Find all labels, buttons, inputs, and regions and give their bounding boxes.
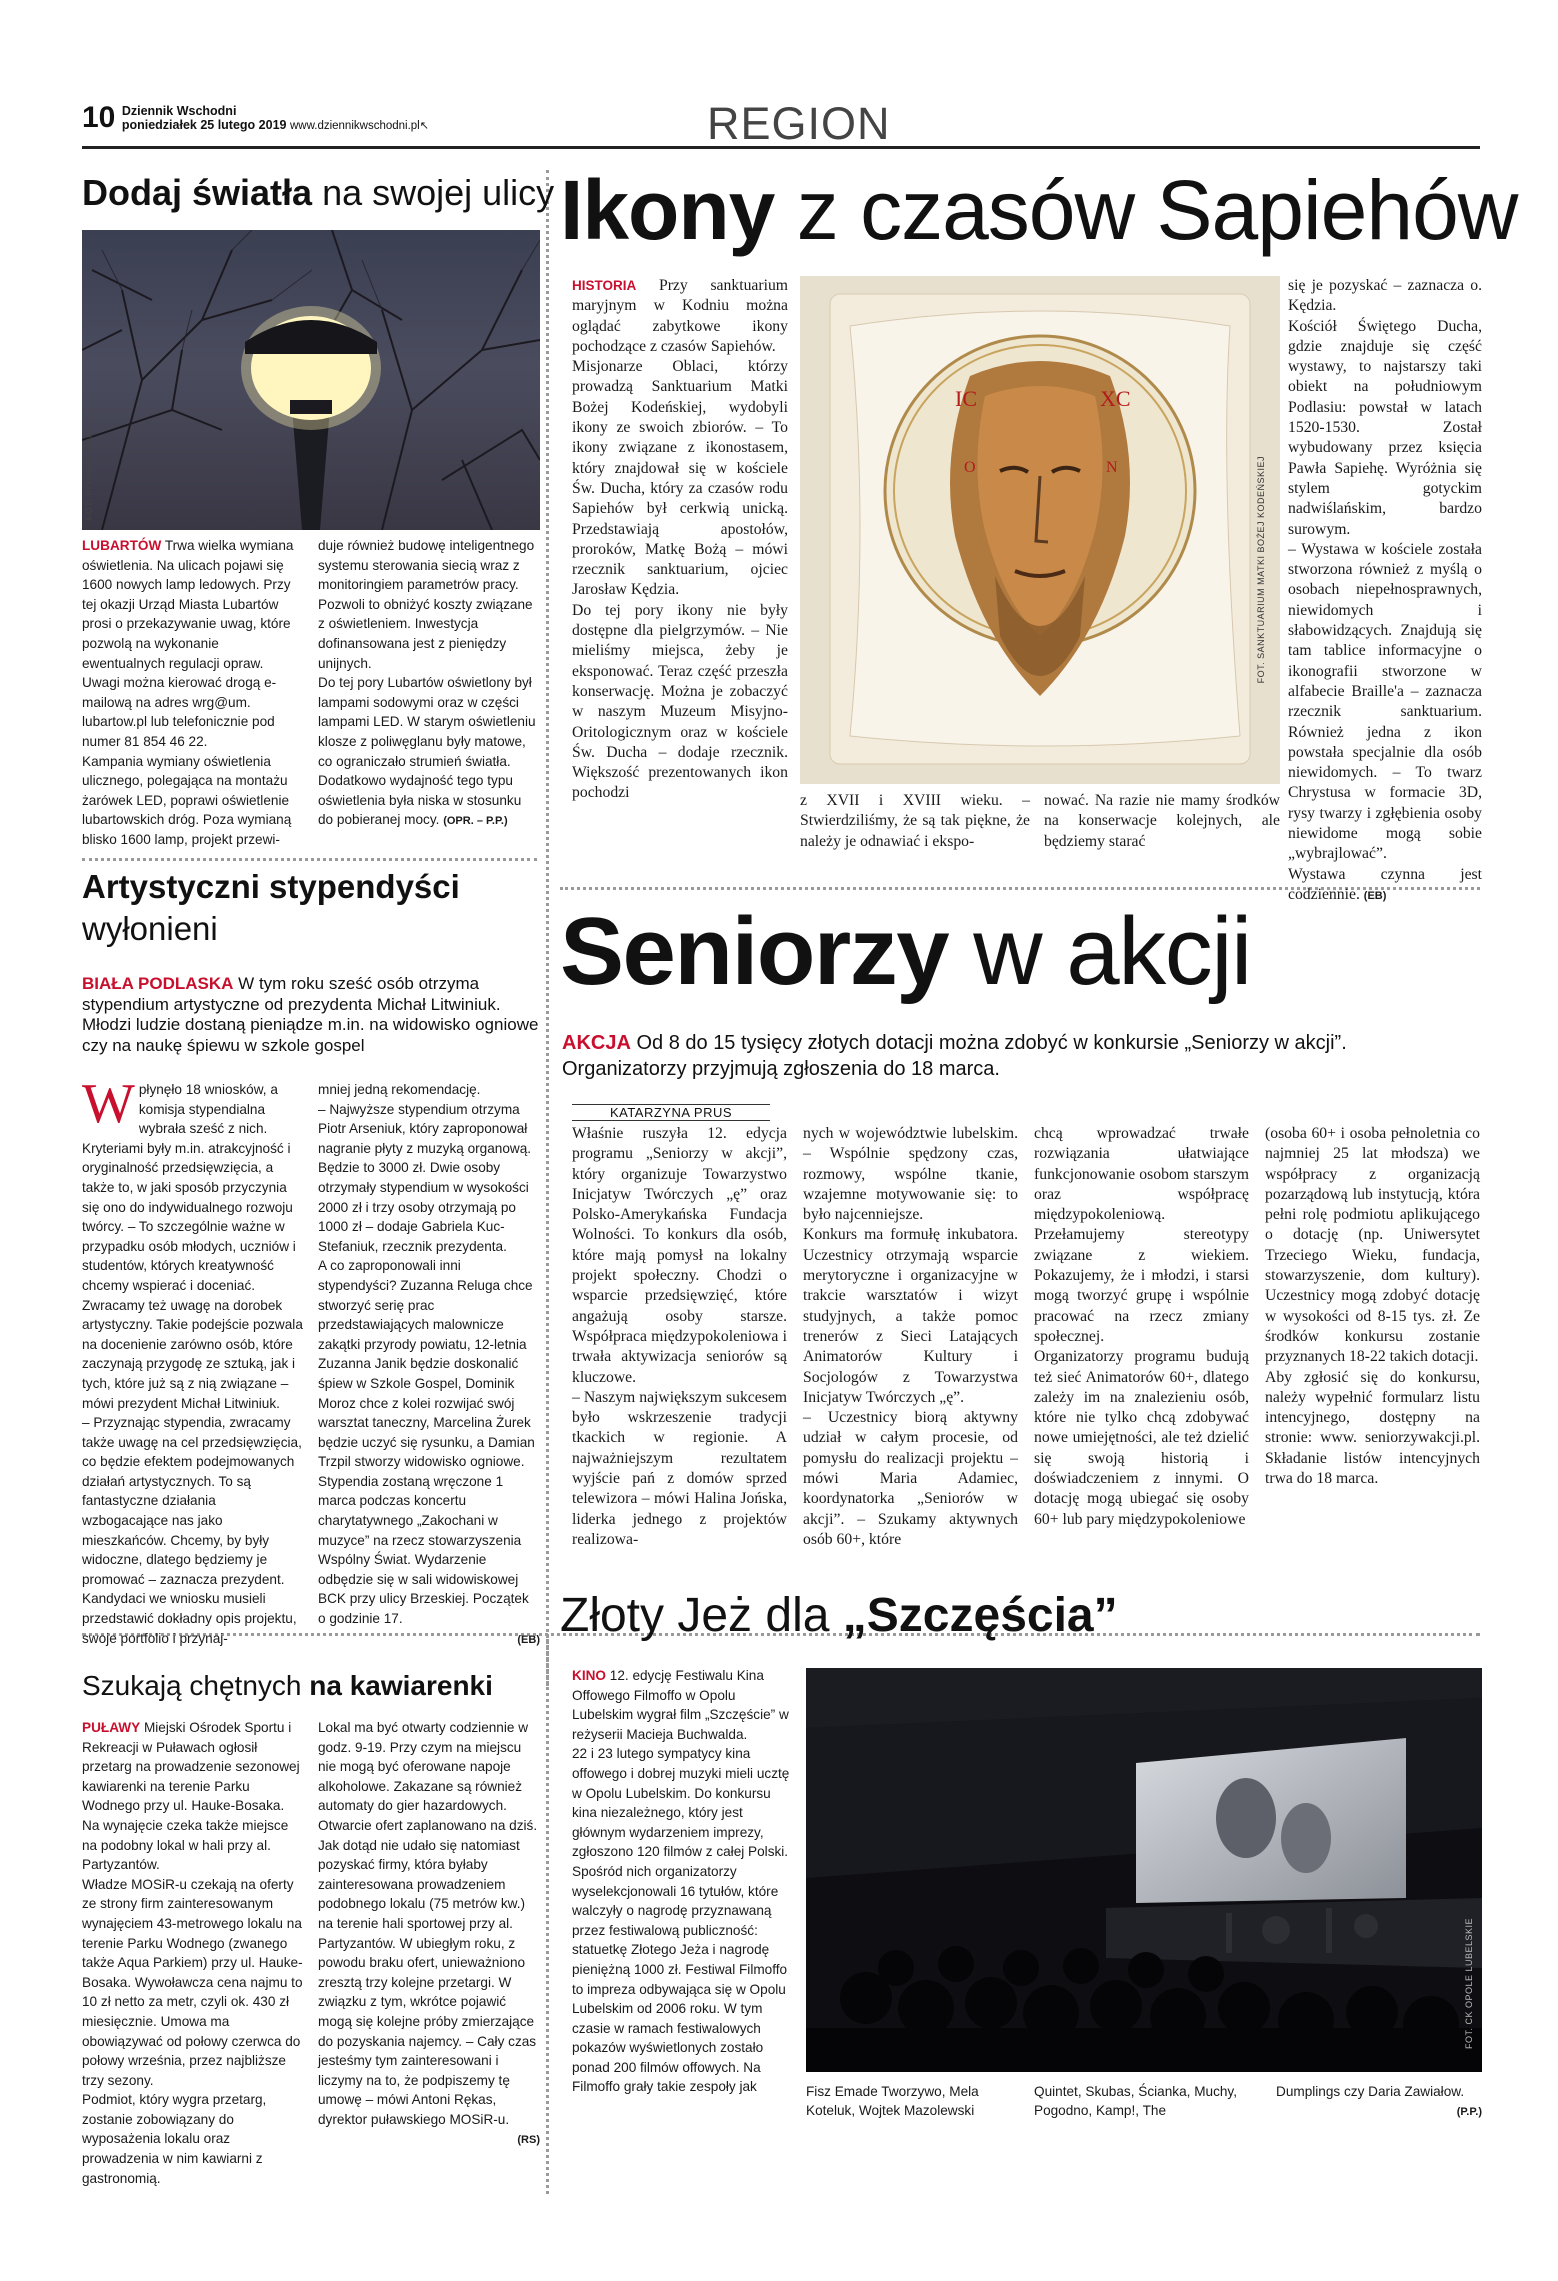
- paragraph: Miejski Ośrodek Sportu i Rekreacji w Puławach ogłosił przetarg na prowadzenie sezonowej kawiarenki na terenie Parku Wodnego przy ul. Hauke-Bosaka. Na wynajęcie czeka także miejsce na podobny lokal w hali przy al. Partyzantów. Władze MOSiR-u czekają na oferty ze strony firm zainteresowanym wynajęciem 43-metrowego lokalu na terenie Parku Wodnego (zwanego także Aqua Parkiem) przy ul. Hauke-Bosaka. Wywoławcza cena najmu to 10 zł netto za metr, czyli ok. 430 zł miesięcznie. Umowa ma obowiązywać od połowy czerwca do połowy września, przez najbliższe trzy sezony. Podmiot, który wygra przetarg, zostanie zobowiązany do wyposażenia lokalu oraz prowadzenia w nim kawiarni z gastronomią.: [82, 1720, 303, 2186]
- headline-rest: Złoty Jeż dla: [560, 1589, 843, 1642]
- headline-rest: na swojej ulicy: [312, 172, 555, 213]
- kicker: PUŁAWY: [82, 1720, 141, 1735]
- icon-photo: [800, 276, 1280, 784]
- paragraph: Właśnie ruszyła 12. edycja programu „Seniorzy w akcji”, który organizuje Towarzystwo Inicjatyw Twórczych „ę” oraz Polsko-Amerykańska Fundacja Wolności. To konkurs dla osób, które mają pomysł na lokalny projekt społeczny. Chodzi o wsparcie przedsięwzięć, które angażują osoby starsze. Współpraca międzypokoleniowa i trwała aktywizacja seniorów są kluczowe. – Naszym największym sukcesem było wskrzeszenie tradycji tkackich w regionie. A najważniejszym rezultatem wyjście pań z domów sprzed telewizora – mówi Halina Jońska, liderka jednego z projektów realizowa-: [572, 1125, 787, 1548]
- paragraph: chcą wprowadzać trwałe rozwiązania ułatwiające funkcjonowanie osobom starszym oraz współpracę międzypokoleniową. Przełamujemy stereotypy związane z wiekiem. Pokazujemy, że i młodzi, i starsi mogą tworzyć grupę i wspólnie pracować na rzecz zmiany społecznej. Organizatorzy programu budują też sieć Animatorów 60+, dlatego zależy im na znalezieniu osób, które nie tylko chcą zdobywać nowe umiejętności, ale też dzielić się swoją historią i doświadczeniem z innymi. O dotację mogą ubiegać się osoby 60+ lub pary międzypokoleniowe: [1034, 1125, 1249, 1528]
- scholars-lead: [82, 974, 540, 1056]
- text-column: [572, 1124, 787, 1550]
- paragraph: mniej jedną rekomendację. – Najwyższe stypendium otrzyma Piotr Arseniuk, który zaproponował nagranie płyty z muzyką organową. Będzie to 3000 zł. Dwie osoby otrzymały stypendium w wysokości 2000 zł i trzy osoby otrzymają po 1000 zł – dodaje Gabriela Kuc-Stefaniuk, rzecznik prezydenta. A co zaproponowali inni stypendyści? Zuzanna Reluga chce stworzyć serię prac przedstawiających malownicze zakątki przyrody powiatu, 12-letnia Zuzanna Janik będzie doskonalić śpiew w Szkole Gospel, Dominik Moroz chce z kolei rozwijać swój warsztat taneczny, Marcelina Żurek będzie uczyć się rysunku, a Damian Trzpil stworzy widowisko ogniowe. Stypendia zostaną wręczone 1 marca podczas koncertu charytatywnego „Zakochani w muzyce” na rzecz stowarzyszenia Wspólny Świat. Wydarzenie odbędzie się w sali widowiskowej BCK przy ulicy Brzeskiej. Początek o godzinie 17.: [318, 1082, 535, 1627]
- svg-text:XC: XC: [1100, 386, 1131, 411]
- headline-bold: na kawiarenki: [309, 1670, 493, 1701]
- street-lamp-photo: [82, 230, 540, 530]
- column-separator: [546, 1634, 549, 2194]
- icons-under-photo-a: z XVII i XVIII wieku. – Stwierdziliśmy, że są tak piękne, że należy je odnawiać i ekspo-: [800, 792, 1030, 850]
- paragraph: Przy sanktuarium maryjnym w Kodniu można oglądać zabytkowe ikony pochodzące z czasów Sapiehów. Misjonarze Oblaci, którzy prowadzą Sanktuarium Matki Bożej Kodeńskiej, wydobyli ikony ze swoich zbiorów. – To ikony związane z ikonostasem, który znajdował się w kościele Św. Ducha, który za czasów rodu Sapiehów był cerkwią unicką. Przedstawiają apostołów, proroków, Matkę Bożą – mówi rzecznik sanktuarium, ojciec Jarosław Kędzia. Do tej pory ikony nie były dostępne dla pielgrzymów. – Nie mieliśmy miejsca, żeby je eksponować. Teraz część przeszła konserwację. Można je zobaczyć w naszym Muzeum Misyjno-Oritologicznym oraz w kościele Św. Ducha – dodaje rzecznik. Większość prezentowanych ikon pochodzi: [572, 277, 788, 802]
- svg-text:N: N: [1106, 459, 1118, 476]
- seniors-body: [572, 1124, 1480, 1550]
- text-column: [1034, 1124, 1249, 1550]
- signature: (EB): [1363, 889, 1387, 902]
- lead-text: Od 8 do 15 tysięcy złotych dotacji można zdobyć w konkursie „Seniorzy w akcji”. Organizatorzy przyjmują zgłoszenia do 18 marca.: [562, 1032, 1347, 1080]
- photo-credit: FOT. SANKTUARIUM MATKI BOŻEJ KODEŃSKIEJ: [1256, 456, 1266, 684]
- paragraph: Trwa wielka wymiana oświetlenia. Na ulicach pojawi się 1600 nowych lamp ledowych. Przy tej okazji Urząd Miasta Lubartów prosi o przekazywanie uwag, które pozwolą na wykonanie ewentualnych regulacji opraw. Uwagi można kierować drogą e-mailową na adres wrg@um. lubartow.pl lub telefonicznie pod numer 81 854 46 22. Kampania wymiany oświetlenia ulicznego, polegająca na montażu żarówek LED, poprawi oświetlenie lubartowskich dróg. Poza wymianą blisko 1600 lamp, projekt przewi-: [82, 538, 294, 847]
- text-column: [1265, 1124, 1480, 1550]
- photo-caption-1: Fisz Emade Tworzywo, Mela Koteluk, Wojtek Mazolewski: [806, 2084, 979, 2118]
- street-lamp-illustration: [82, 230, 540, 530]
- svg-text:IC: IC: [955, 386, 977, 411]
- text-column: [82, 536, 304, 850]
- paragraph: płynęło 18 wniosków, a komisja stypendialna wybrała sześć z nich. Kryteriami były m.in. atrakcyjność i oryginalność przedsięwzięcia, a także to, w jaki sposób przyczynia się ono do indywidualnego rozwoju twórcy. – To szczególnie ważne w przypadku osób młodych, uczniów i studentów, których kreatywność chcemy wspierać i doceniać. Zwracamy też uwagę na dorobek artystyczny. Takie podejście pozwala na docenienie zarówno osób, które zaczynają przygodę ze sztuką, jak i tych, które już są z nią związane – mówi prezydent Michał Litwiniuk. – Przyznając stypendia, zwracamy także uwagę na cel przedsięwzięcia, co będzie efektem podejmowanych działań artystycznych. To są fantastyczne działania wzbogacające nas jako mieszkańców. Chcemy, by były widoczne, dlatego będziemy je promować – zaznacza prezydent. Kandydaci we wniosku musieli przedstawić dokładny opis projektu, swoje portfolio i przynaj-: [82, 1082, 303, 1646]
- paragraph: (osoba 60+ i osoba pełnoletnia co najmniej 25 lat młodsza) we współpracy z organizacją pozarządową lub instytucją, która pełni rolę podmiotu aplikującego o dotację (np. Uniwersytet Trzeciego Wieku, fundacja, stowarzyszenie, dom kultury). Uczestnicy mogą zdobyć dotację w wysokości od 8-15 tys. zł. Ze środków konkursu zostanie przyznanych 18-22 takich dotacji. Aby zgłosić się do konkursu, należy wypełnić formularz listu intencyjnego, dostępny na stronie: www. seniorzywakcji.pl. Składanie listów intencyjnych trwa do 18 marca.: [1265, 1125, 1480, 1488]
- cafe-headline: [82, 1668, 540, 1704]
- cinema-illustration: [806, 1668, 1482, 2072]
- text-column: [803, 1124, 1018, 1550]
- icons-under-photo-b: nować. Na razie nie mamy środków na konserwacje kolejnych, ale będziemy starać: [1044, 792, 1280, 850]
- paragraph: 12. edycję Festiwalu Kina Offowego Filmoffo w Opolu Lubelskim wygrał film „Szczęście” w reżyserii Macieja Buchwalda. 22 i 23 lutego sympatycy kina offowego i dobrej muzyki mieli ucztę w Opolu Lubelskim. Do konkursu kina niezależnego, który jest głównym wydarzeniem imprezy, zgłoszono 120 filmów z całej Polski. Spośród nich organizatorzy wyselekcjonowali 16 tytułów, które walczyły o nagrodę przyznawaną przez festiwalową publiczność: statuetkę Złotego Jeża i nagrodę pieniężną 1000 zł. Festiwal Filmoffo to impreza odbywająca się w Opolu Lubelskim od 2006 roku. W tym czasie w ramach festiwalowych pokazów wyświetlonych zostało ponad 200 filmów offowych. Na Filmoffo grały takie zespoły jak: [572, 1668, 790, 2095]
- kicker: HISTORIA: [572, 278, 637, 293]
- cinema-photo: [806, 1668, 1482, 2072]
- photo-credit: FOT. PIXABAY.COM: [84, 430, 94, 521]
- page-header: [82, 101, 429, 134]
- page-number: 10: [82, 101, 116, 134]
- signature: (RS): [517, 2134, 540, 2147]
- icons-column-3: [1288, 276, 1482, 906]
- headline-bold: Dodaj światła: [82, 172, 313, 213]
- kicker: AKCJA: [562, 1032, 631, 1054]
- seniors-headline: [560, 896, 1490, 1008]
- column-separator: [546, 170, 549, 1686]
- signature: (OPR. – P.P.): [443, 815, 508, 828]
- lights-headline: [82, 172, 555, 214]
- headline-rest: w akcji: [948, 898, 1251, 1005]
- paragraph: nych w województwie lubelskim. – Wspólnie spędzony czas, rozmowy, wspólne tkanie, wzajemne motywowanie się: to było najcenniejsze. Konkurs ma formułę inkubatora. Uczestnicy otrzymają wsparcie merytoryczne i organizacyjne w trakcie warsztatów i wizyt studyjnych, a także pomoc trenerów z Sieci Latających Animatorów Kultury i Socjologów z Towarzystwa Inicjatyw Twórczych „ę”. – Uczestnicy biorą aktywny udział w całym procesie, od pomysłu do realizacji projektu – mówi Maria Adamiec, koordynatorka „Seniorów w akcji”. – Szukamy aktywnych osób 60+, które: [803, 1125, 1018, 1548]
- hedgehog-body: [572, 1666, 796, 2097]
- text-column: [82, 1073, 304, 1650]
- lead-text: W tym roku sześć osób otrzyma stypendium artystyczne od prezydenta Michał Litwiniuk. Młodzi ludzie dostaną pieniądze m.in. na widowisko ogniowe czy na naukę śpiewu w szkole gospel: [82, 974, 539, 1055]
- kicker: BIAŁA PODLASKA: [82, 974, 234, 993]
- kicker: KINO: [572, 1668, 606, 1683]
- signature: (EB): [517, 1633, 540, 1646]
- text-column: [318, 536, 540, 850]
- cursor-icon: ↖: [419, 120, 429, 132]
- headline-bold: Ikony: [560, 163, 775, 257]
- icons-column-1: [572, 276, 788, 804]
- paragraph: Lokal ma być otwarty codziennie w godz. 9-19. Przy czym na miejscu nie mogą być oferowane napoje alkoholowe. Zakazane są również automaty do gier hazardowych. Otwarcie ofert zaplanowano na dziś. Jak dotąd nie udało się natomiast pozyskać firmy, która byłaby zainteresowana prowadzeniem podobnego lokalu (75 metrów kw.) na terenie hali sportowej przy al. Partyzantów. W ubiegłym roku, z powodu braku ofert, unieważniono zresztą trzy kolejne przetargi. W związku z tym, wkrótce pojawić mogą się kolejne próby zmierzające do pozyskania najemcy. – Cały czas jesteśmy tym zainteresowani i liczymy na to, że podpiszemy tę umowę – mówi Antoni Rękas, dyrektor puławskiego MOSiR-u.: [318, 1720, 538, 2127]
- header-rule: [82, 146, 1480, 149]
- photo-credit: FOT. CK OPOLE LUBELSKIE: [1464, 1918, 1474, 2050]
- photo-caption-3: [1276, 2082, 1482, 2122]
- scholars-headline: [82, 866, 540, 950]
- headline-bold: Seniorzy: [560, 898, 949, 1005]
- section-separator: [82, 858, 537, 861]
- headline-bold: „Szczęścia”: [842, 1589, 1118, 1642]
- drop-cap: W: [82, 1073, 135, 1135]
- text-column: [318, 1718, 540, 2188]
- seniors-lead: [562, 1030, 1472, 1082]
- icons-headline: [560, 160, 1518, 260]
- headline-line-2: wyłonieni: [82, 910, 218, 947]
- issue-date: poniedziałek 25 lutego 2019: [121, 118, 287, 132]
- cafe-body: [82, 1718, 540, 2188]
- signature: (P.P.): [1456, 2106, 1482, 2118]
- svg-text:O: O: [964, 459, 976, 476]
- text-column: [82, 1718, 304, 2188]
- site-link[interactable]: www.dziennikwschodni.pl: [289, 120, 420, 132]
- headline-rest: z czasów Sapiehów: [774, 163, 1518, 257]
- caption-text: Dumplings czy Daria Zawiałow.: [1276, 2084, 1465, 2099]
- byline: KATARZYNA PRUS: [572, 1104, 770, 1121]
- photo-caption-2: Quintet, Skubas, Ścianka, Muchy, Pogodno, Kamp!, The: [1034, 2084, 1237, 2118]
- christ-icon-illustration: [800, 276, 1280, 784]
- kicker: LUBARTÓW: [82, 538, 162, 553]
- hedgehog-headline: [560, 1588, 1490, 1644]
- lights-body: [82, 536, 540, 850]
- paragraph: duje również budowę inteligentnego systemu sterowania siecią wraz z monitoringiem parametrów pracy. Pozwoli to obniżyć koszty związane z oświetleniem. Inwestycja dofinansowana jest z pieniędzy unijnych. Do tej pory Lubartów oświetlony był lampami sodowymi oraz w części lampami LED. W starym oświetleniu klosze z poliwęglanu były matowe, co ograniczało strumień światła. Dodatkowo wydajność tego typu oświetlenia była niska w stosunku do pobieranej mocy.: [318, 538, 536, 828]
- scholars-body: [82, 1073, 540, 1650]
- headline-line-1: Artystyczni stypendyści: [82, 868, 460, 905]
- paragraph: się je pozyskać – zaznacza o. Kędzia. Kościół Świętego Ducha, gdzie znajduje się część wystawy, to najstarszy taki obiekt na południowym Podlasiu: powstał w latach 1520-1530. Został wybudowany przez księcia Pawła Sapiehę. Wyróżnia się stylem gotyckim nadwiślańskim, bardzo surowym. – Wystawa w kościele została stworzona również z myślą o osobach niepełnosprawnych, niewidomych i słabowidzących. Znajdują się tam tablice informacyjne o ikonografii stworzone w alfabecie Braille'a – zaznacza rzecznik sanktuarium. Również jedna z ikon powstała specjalnie dla osób niewidomych. – To twarz Chrystusa w formacie 3D, rysy twarzy i zgłębienia osoby niewidome mogą sobie „wybrajlować”. Wystawa czynna jest codziennie.: [1288, 277, 1482, 903]
- section-title: REGION: [707, 98, 891, 149]
- text-column: [318, 1080, 540, 1650]
- paper-name: Dziennik Wschodni: [121, 104, 237, 118]
- headline-rest: Szukają chętnych: [82, 1670, 310, 1701]
